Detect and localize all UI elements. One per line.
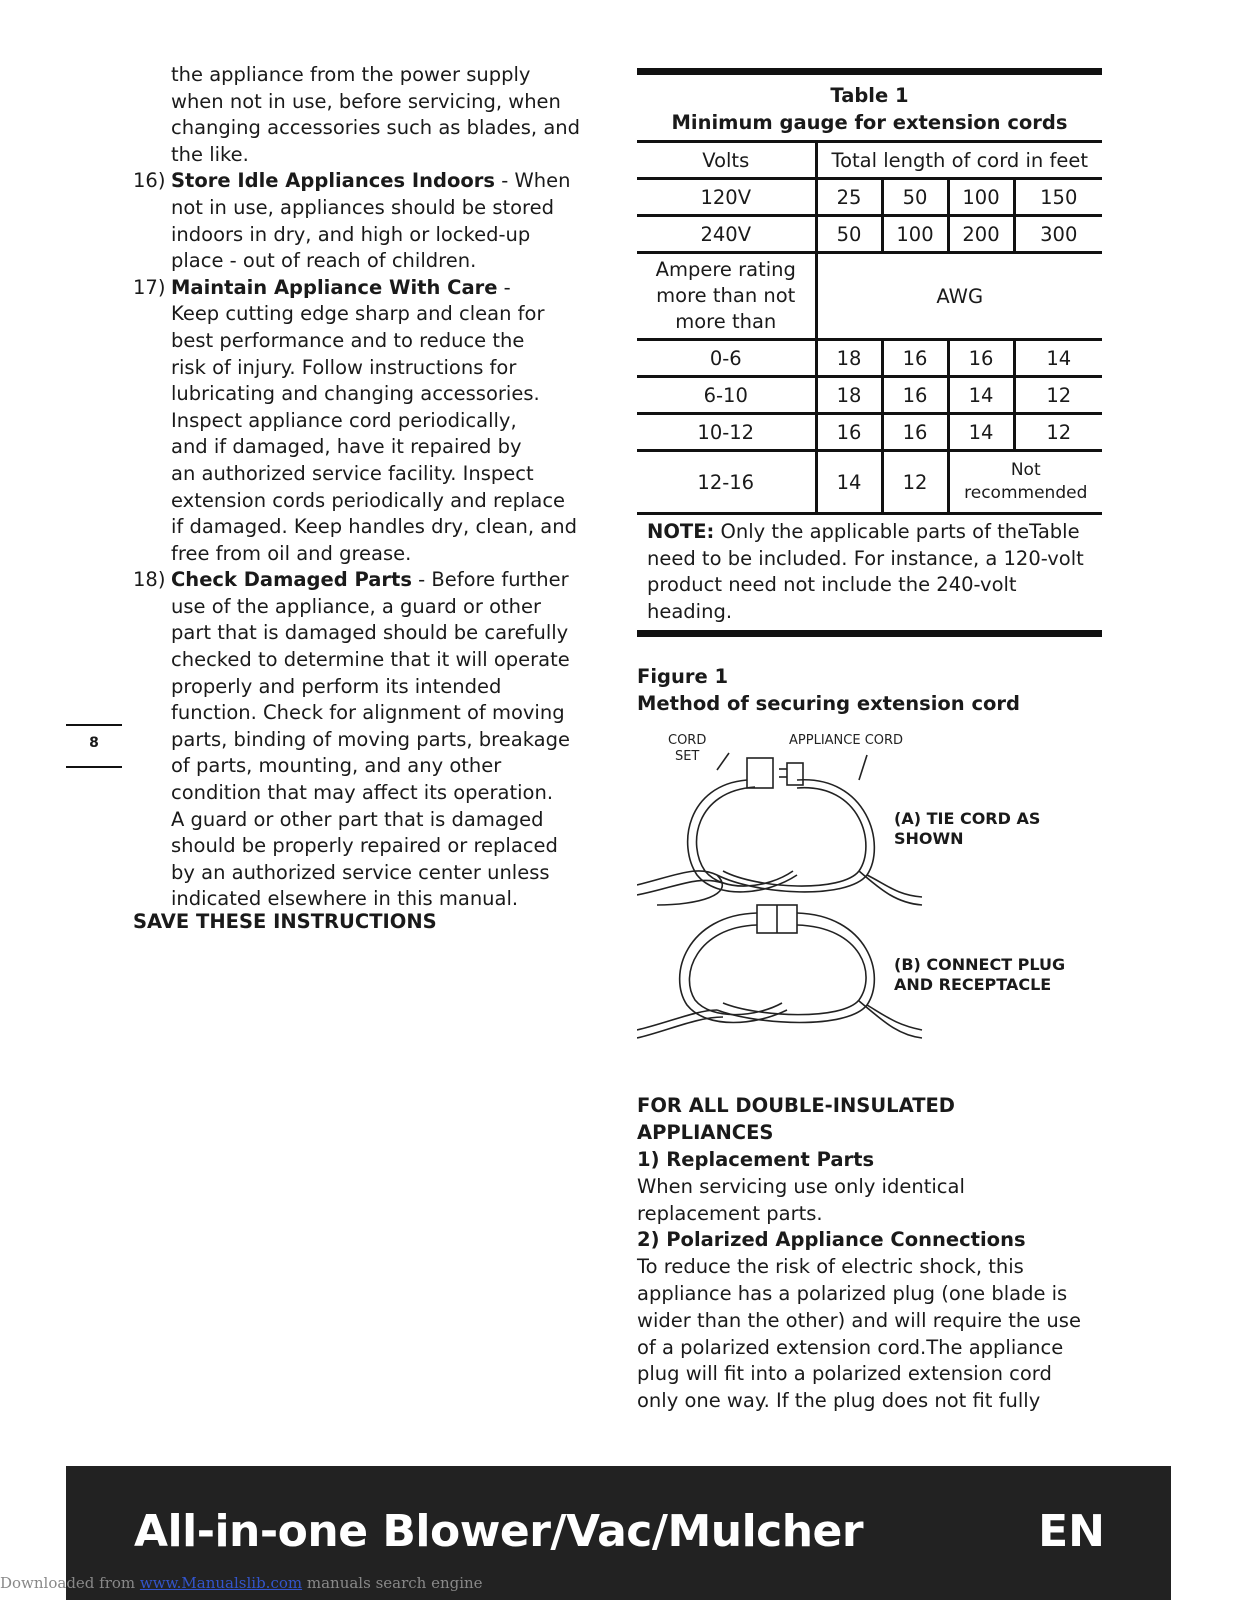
gauge-cell: 14 [1014,340,1102,377]
table-header-row [637,143,1102,179]
table-row [637,377,1102,414]
text-line: condition that may affect its operation. [171,781,554,805]
text-line: the appliance from the power supply [171,63,531,86]
length-cell: 100 [948,179,1014,216]
text-line: by an authorized service center unless [171,860,550,884]
subsection-heading: 2) Polarized Appliance Connections [637,1228,1026,1252]
cord-securing-figure [637,725,1102,1085]
intro-paragraph [133,62,603,168]
table-header-row [637,253,1102,340]
item-title: Store Idle Appliances Indoors [171,169,496,193]
length-cell: 200 [948,216,1014,253]
text-line: if damaged. Keep handles dry, clean, and [171,515,577,539]
text-line: properly and perform its intended [171,674,502,698]
text-line: use of the appliance, a guard or other [171,594,542,618]
text-line: parts, binding of moving parts, breakage [171,727,570,751]
text-line: place - out of reach of children. [171,249,477,273]
figure-subtitle: Method of securing extension cord [637,692,1020,716]
text-line: free from oil and grease. [171,541,412,565]
text-line: indicated elsewhere in this manual. [171,887,519,911]
text-line: when not in use, before servicing, when [171,89,561,113]
text-line: risk of injury. Follow instructions for [171,355,517,379]
length-cell: 50 [882,179,948,216]
download-prefix: Downloaded from [0,1574,140,1592]
caption-line: (A) TIE CORD AS [894,809,1041,829]
ampere-cell: 6-10 [637,377,816,414]
gauge-table-block [637,68,1102,637]
gauge-cell: 12 [1014,414,1102,451]
volts-header: Volts [637,143,816,179]
item-number: 16) [133,169,166,193]
right-column [637,68,1102,1415]
text-line: To reduce the risk of electric shock, this [637,1255,1024,1279]
ampere-cell: 0-6 [637,340,816,377]
cord-set-loop [688,780,797,892]
tie-cord-caption [894,809,1040,849]
gauge-cell: 16 [948,340,1014,377]
item-lead: - Before further [411,568,569,592]
gauge-cell: 12 [1014,377,1102,414]
text-line: an authorized service facility. Inspect [171,461,534,485]
item-lead: - [497,275,511,299]
item-title: Maintain Appliance With Care [171,275,498,299]
instruction-item-16 [133,168,603,274]
save-instructions-heading: SAVE THESE INSTRUCTIONS [133,910,437,933]
page-number-rule-bottom [66,766,122,768]
instruction-item-17 [133,275,603,568]
table-row [637,216,1102,253]
gauge-cell: 16 [816,414,882,451]
text-line: only one way. If the plug does not fit fully [637,1389,1041,1413]
text-line: should be properly repaired or replaced [171,834,558,858]
section-heading: FOR ALL DOUBLE-INSULATED [637,1094,955,1118]
length-cell: 100 [882,216,948,253]
download-notice [0,1574,483,1592]
table-row [637,340,1102,377]
text-line: Keep cutting edge sharp and clean for [171,302,545,326]
text-line: plug will fit into a polarized extension cord [637,1362,1052,1386]
instruction-item-18 [133,567,603,913]
language-code: EN [1038,1506,1105,1557]
gauge-cell: 18 [816,377,882,414]
item-number: 18) [133,568,166,592]
ampere-cell: 10-12 [637,414,816,451]
text-line: checked to determine that it will operate [171,648,570,672]
text-line: Inspect appliance cord periodically, [171,408,517,432]
gauge-cell: 18 [816,340,882,377]
item-number: 17) [133,275,166,299]
table-number: Table 1 [830,84,909,107]
text-line: A guard or other part that is damaged [171,807,544,831]
length-cell: 300 [1014,216,1102,253]
gauge-cell: 16 [882,340,948,377]
table-row [637,179,1102,216]
figure-title [637,663,1102,717]
length-header: Total length of cord in feet [816,143,1102,179]
text-line: of a polarized extension cord.The appliance [637,1335,1064,1359]
text-line: changing accessories such as blades, and [171,116,581,140]
product-title: All-in-one Blower/Vac/Mulcher [134,1506,864,1557]
length-cell: 150 [1014,179,1102,216]
ampere-header: Ampere rating more than not more than [637,253,816,340]
gauge-cell: 16 [882,414,948,451]
cord-diagram [637,725,1102,1085]
text-line: extension cords periodically and replace [171,488,566,512]
text-line: not in use, appliances should be stored [171,195,555,219]
page-number: 8 [89,735,99,751]
extension-cord-gauge-table [637,143,1102,515]
gauge-cell: 12 [882,451,948,514]
table-row [637,451,1102,514]
text-line: When servicing use only identical [637,1174,965,1198]
caption-line: SHOWN [894,829,964,849]
cord-set-label-line: CORD [668,733,707,749]
ampere-cell: 12-16 [637,451,816,514]
text-line: part that is damaged should be carefully [171,621,569,645]
caption-line: (B) CONNECT PLUG [894,955,1066,975]
manualslib-link[interactable]: www.Manualslib.com [139,1574,303,1592]
length-cell: 25 [816,179,882,216]
text-line: function. Check for alignment of moving [171,701,565,725]
note-text: Only the applicable parts of theTable need to be included. For instance, a 120-volt product need not include the 240-volt heading. [647,520,1084,623]
table-row [637,414,1102,451]
table-note [637,515,1102,630]
length-cell: 50 [816,216,882,253]
text-line: and if damaged, have it repaired by [171,435,522,459]
caption-line: AND RECEPTACLE [894,975,1052,995]
note-label: NOTE: [647,520,715,543]
appliance-cord-label: APPLIANCE CORD [789,733,904,749]
gauge-cell: 14 [948,377,1014,414]
gauge-cell: 16 [882,377,948,414]
connect-plug-caption [894,955,1065,995]
text-line: lubricating and changing accessories. [171,382,540,406]
text-line: best performance and to reduce the [171,328,525,352]
cord-set-label-line: SET [674,749,700,765]
table-title [637,75,1102,143]
figure-number: Figure 1 [637,665,729,689]
table-subtitle: Minimum gauge for extension cords [671,111,1068,134]
gauge-cell: 14 [816,451,882,514]
download-suffix: manuals search engine [302,1574,483,1592]
section-heading: APPLIANCES [637,1121,774,1145]
text-line: of parts, mounting, and any other [171,754,502,778]
item-lead: - When [495,169,571,193]
text-line: the like. [171,142,249,166]
double-insulated-section [637,1093,1102,1415]
volts-cell: 120V [637,179,816,216]
volts-cell: 240V [637,216,816,253]
not-recommended-cell: Not recommended [948,451,1102,514]
left-column [133,62,603,936]
gauge-cell: 14 [948,414,1014,451]
text-line: wider than the other) and will require the use [637,1308,1081,1332]
cord-set-label [668,733,706,765]
cord-set-socket [747,758,773,788]
appliance-plug [787,763,803,785]
page-number-rule-top [66,724,122,726]
text-line: replacement parts. [637,1201,823,1225]
awg-header: AWG [816,253,1102,340]
item-title: Check Damaged Parts [171,568,412,592]
text-line: appliance has a polarized plug (one blade is [637,1281,1068,1305]
subsection-heading: 1) Replacement Parts [637,1147,875,1171]
text-line: indoors in dry, and high or locked-up [171,222,531,246]
